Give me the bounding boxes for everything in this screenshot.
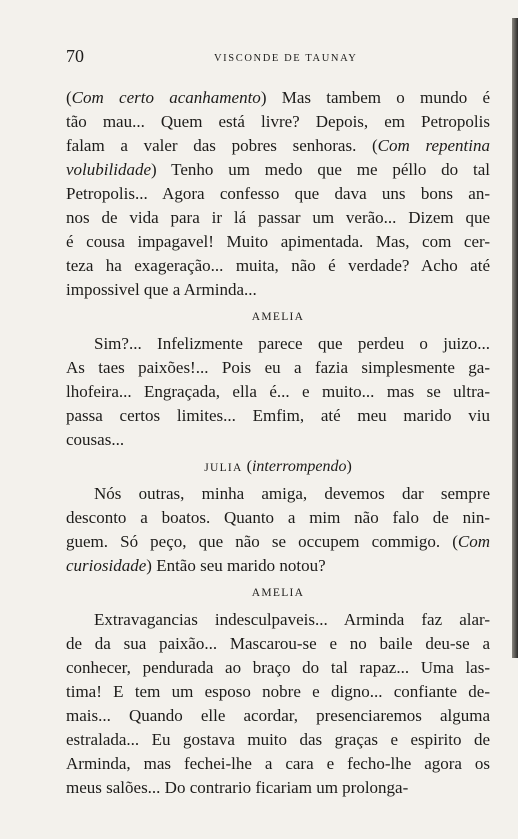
text-line: falam a valer das pobres senhoras. (Com repentina	[66, 136, 490, 155]
text-line: Sim?... Infelizmente parece que perdeu o juizo...	[94, 334, 490, 353]
speaker-heading	[66, 452, 490, 482]
italic-stage-direction: Com	[457, 532, 490, 551]
speaker-heading	[66, 302, 490, 332]
text-line: conhecer, pendurada ao braço do tal rapaz... Uma las-	[66, 658, 490, 677]
speaker-heading	[66, 578, 490, 608]
text-line: tão mau... Quem está livre? Depois, em Petropolis	[66, 112, 490, 131]
page-number: 70	[66, 46, 84, 66]
text-line: tima! E tem um esposo nobre e digno... confiante de-	[66, 682, 490, 701]
text-line: Extravagancias indesculpaveis... Arminda faz alar-	[94, 610, 490, 629]
text-line: desconto a boatos. Quanto a mim não falo de nin-	[66, 508, 490, 527]
text-line: mais... Quando elle acordar, presenciaremos alguma	[66, 706, 490, 725]
text-line: meus salões... Do contrario ficariam um prolonga-	[66, 778, 409, 797]
speaker-name: JULIA	[204, 462, 243, 474]
text-line: volubilidade) Tenho um medo que me péllo do tal	[66, 160, 490, 179]
running-head: VISCONDE DE TAUNAY	[214, 53, 358, 64]
italic-stage-direction: volubilidade	[66, 160, 151, 179]
text-line: é cousa impagavel! Muito apimentada. Mas, com cer-	[66, 232, 490, 251]
text-line: estralada... Eu gostava muito das graças e espirito de	[66, 730, 490, 749]
text-line: Arminda, mas fechei-lhe a cara e fecho-lhe agora os	[66, 754, 490, 773]
text-line: guem. Só peço, que não se occupem commigo. (Com	[66, 532, 490, 551]
italic-stage-direction: curiosidade	[66, 556, 147, 575]
text-line: nos de vida para ir lá passar um verão... Dizem que	[66, 208, 490, 227]
text-line: passa certos limites... Emfim, até meu marido viu	[66, 406, 490, 425]
text-line: Petropolis... Agora confesso que dava uns bons an-	[66, 184, 490, 203]
text-line: curiosidade) Então seu marido notou?	[66, 556, 326, 575]
text-line: de da sua paixão... Mascarou-se e no baile deu-se a	[66, 634, 490, 653]
stage-direction: (interrompendo)	[242, 458, 352, 475]
text-line: (Com certo acanhamento) Mas tambem o mundo é	[66, 88, 491, 107]
speaker-name: AMELIA	[251, 587, 305, 599]
page-header	[66, 46, 476, 68]
text-line: impossivel que a Arminda...	[66, 280, 257, 299]
italic-stage-direction: Com repentina	[377, 136, 490, 155]
text-line: teza ha exageração... muita, não é verdade? Acho até	[66, 256, 490, 275]
text-line: lhofeira... Engraçada, ella é... e muito... mas se ultra-	[66, 382, 490, 401]
text-line: cousas...	[66, 430, 125, 449]
body-text	[66, 86, 490, 800]
italic-stage-direction: Com certo acanhamento	[71, 88, 261, 107]
text-line: As taes paixões!... Pois eu a fazia simplesmente ga-	[66, 358, 490, 377]
page-edge-shadow	[512, 18, 518, 658]
text-line: Nós outras, minha amiga, devemos dar sempre	[94, 484, 490, 503]
speaker-name: AMELIA	[251, 311, 305, 323]
